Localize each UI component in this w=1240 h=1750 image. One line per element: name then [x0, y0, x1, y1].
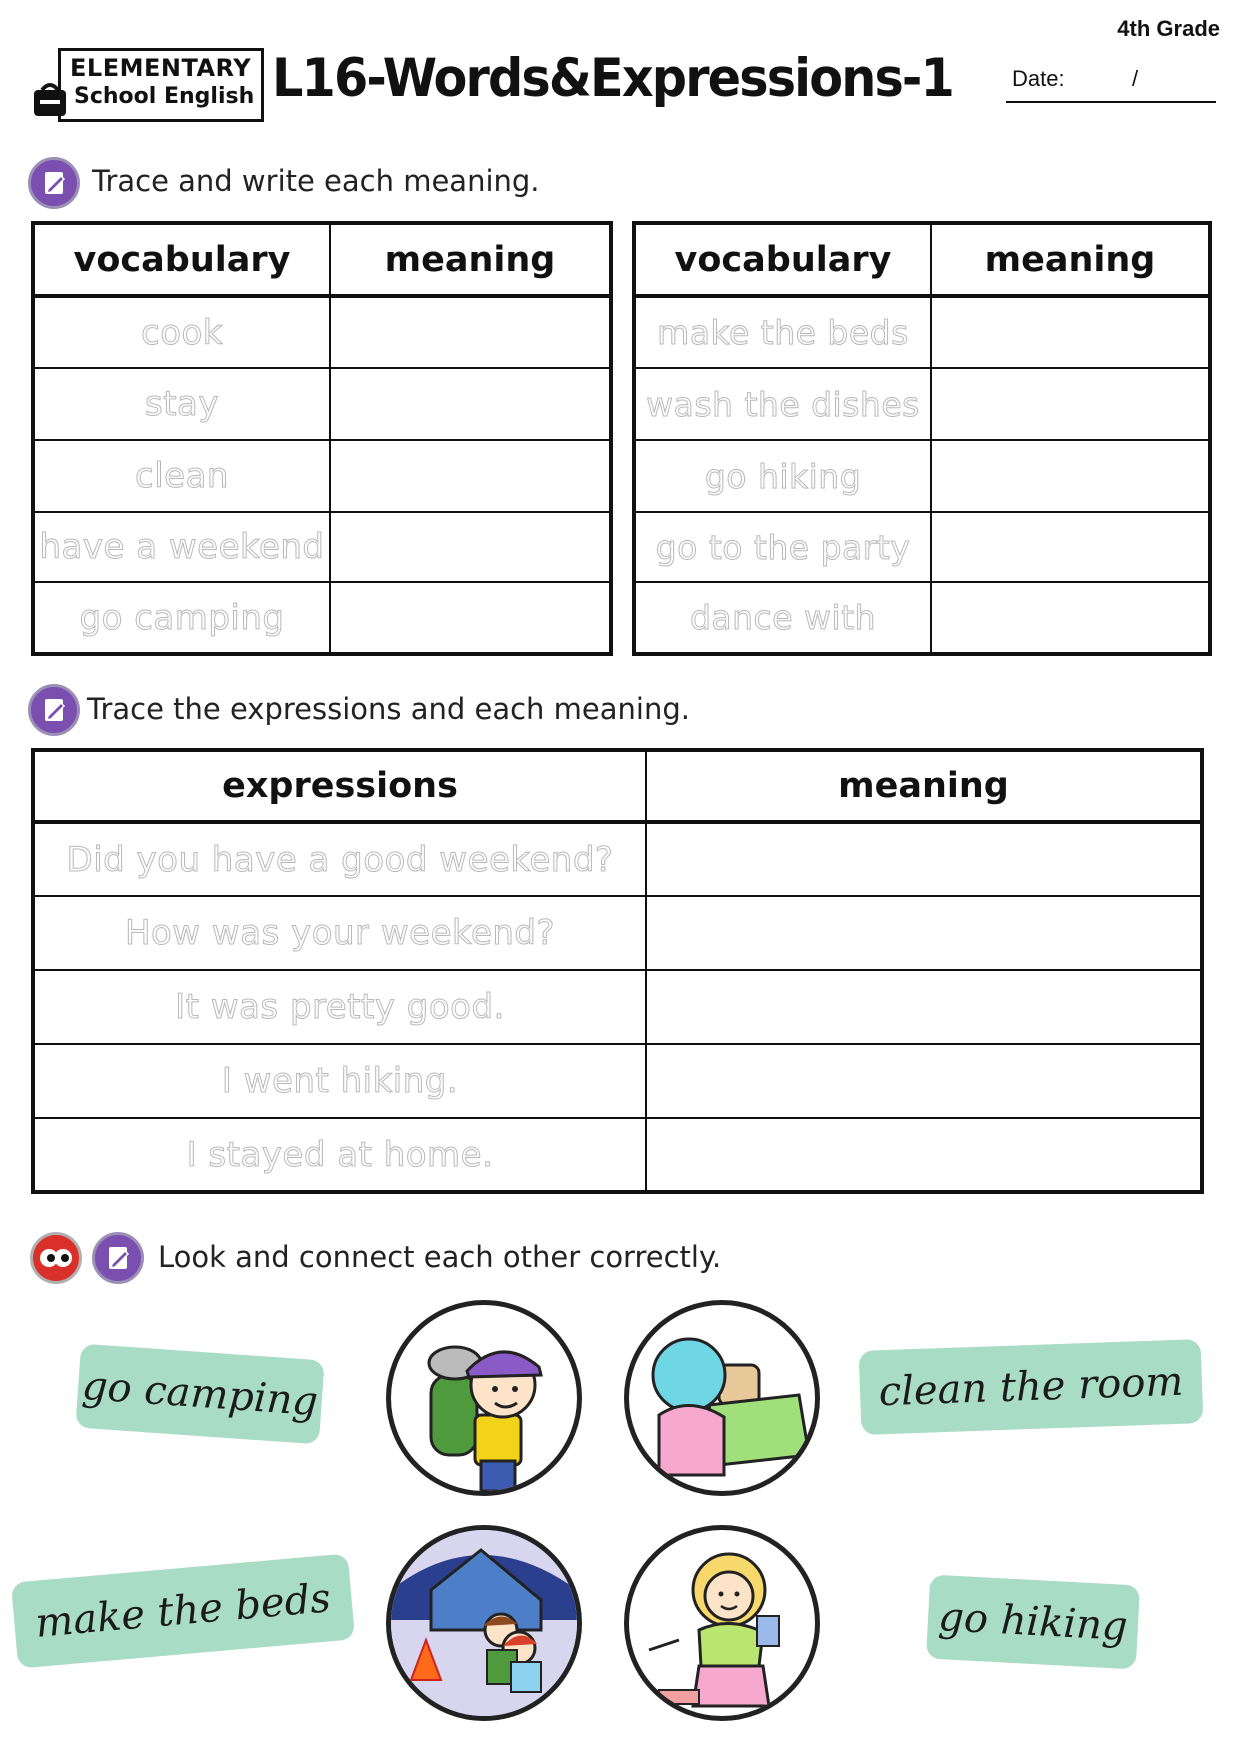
trace-word: wash the dishes — [634, 368, 931, 440]
date-input-line[interactable] — [1006, 101, 1216, 103]
trace-word: cook — [33, 296, 330, 368]
pencil-badge-icon — [92, 1232, 144, 1284]
date-slash: / — [1132, 66, 1139, 91]
school-bag-icon — [30, 80, 70, 124]
grade-label: 4th Grade — [1117, 16, 1220, 41]
meaning-answer-cell[interactable] — [646, 896, 1202, 970]
section1-instruction: Trace and write each meaning. — [92, 164, 540, 198]
expressions-table — [31, 748, 1204, 1194]
meaning-answer-cell[interactable] — [646, 822, 1202, 896]
vocabulary-table-left — [31, 221, 613, 656]
hiker-with-backpack-picture[interactable] — [386, 1300, 582, 1496]
trace-word: clean — [33, 440, 330, 512]
meaning-answer-cell[interactable] — [931, 296, 1210, 368]
meaning-answer-cell[interactable] — [931, 440, 1210, 512]
trace-word: stay — [33, 368, 330, 440]
trace-word: go hiking — [634, 440, 931, 512]
meaning-answer-cell[interactable] — [330, 440, 611, 512]
meaning-header: meaning — [931, 223, 1210, 296]
date-label: Date: — [1012, 66, 1065, 91]
trace-expression: I went hiking. — [33, 1044, 646, 1118]
meaning-header: meaning — [646, 750, 1202, 822]
page-title: L16-Words&Expressions-1 — [272, 48, 953, 109]
section2-instruction: Trace the expressions and each meaning. — [87, 692, 690, 726]
kids-camping-campfire-picture[interactable] — [386, 1525, 582, 1721]
pencil-badge-icon — [28, 157, 80, 209]
vocabulary-table-right — [632, 221, 1212, 656]
girl-making-bed-picture[interactable] — [624, 1300, 820, 1496]
meaning-header: meaning — [330, 223, 611, 296]
section3-instruction: Look and connect each other correctly. — [158, 1240, 722, 1274]
trace-word: make the beds — [634, 296, 931, 368]
label-go-camping[interactable]: go camping — [75, 1344, 324, 1445]
expressions-header: expressions — [33, 750, 646, 822]
meaning-answer-cell[interactable] — [646, 970, 1202, 1044]
trace-word: have a weekend — [33, 512, 330, 582]
girl-cleaning-room-picture[interactable] — [624, 1525, 820, 1721]
trace-expression: I stayed at home. — [33, 1118, 646, 1192]
meaning-answer-cell[interactable] — [330, 296, 611, 368]
meaning-answer-cell[interactable] — [330, 368, 611, 440]
logo-text-top: ELEMENTARY — [70, 54, 252, 82]
vocabulary-header: vocabulary — [33, 223, 330, 296]
label-clean-the-room[interactable]: clean the room — [859, 1339, 1204, 1435]
meaning-answer-cell[interactable] — [931, 512, 1210, 582]
pencil-badge-icon — [28, 684, 80, 736]
trace-expression: Did you have a good weekend? — [33, 822, 646, 896]
label-make-the-beds[interactable]: make the beds — [11, 1553, 355, 1668]
meaning-answer-cell[interactable] — [330, 512, 611, 582]
meaning-answer-cell[interactable] — [931, 368, 1210, 440]
vocabulary-header: vocabulary — [634, 223, 931, 296]
trace-expression: It was pretty good. — [33, 970, 646, 1044]
trace-expression: How was your weekend? — [33, 896, 646, 970]
label-go-hiking[interactable]: go hiking — [926, 1575, 1140, 1670]
trace-word: go camping — [33, 582, 330, 654]
meaning-answer-cell[interactable] — [330, 582, 611, 654]
meaning-answer-cell[interactable] — [646, 1044, 1202, 1118]
eyes-badge-icon — [30, 1232, 82, 1284]
logo-text-bottom: School English — [74, 84, 255, 109]
meaning-answer-cell[interactable] — [931, 582, 1210, 654]
trace-word: dance with — [634, 582, 931, 654]
trace-word: go to the party — [634, 512, 931, 582]
meaning-answer-cell[interactable] — [646, 1118, 1202, 1192]
